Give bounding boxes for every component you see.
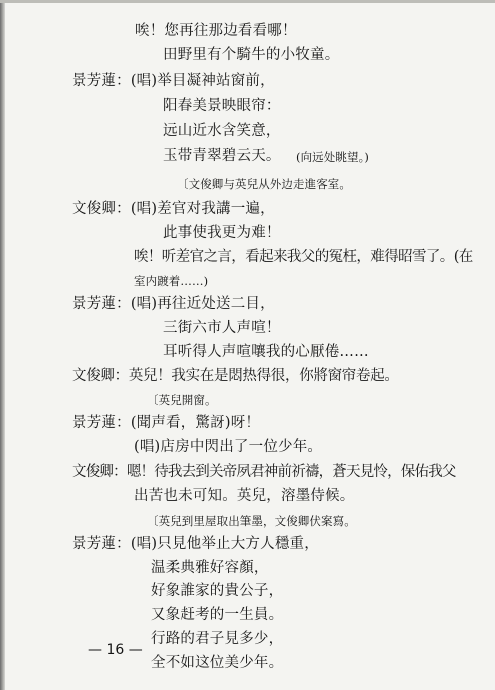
dialogue-line: 远山近水含笑意， <box>163 123 281 139</box>
dialogue-line: (唱)店房中閃出了一位少年。 <box>134 439 323 455</box>
speaker-name: 文俊卿： <box>72 201 131 217</box>
dialogue-line: 文俊卿：英兒！我实在是悶热得很，你將窗帘卷起。 <box>72 368 399 384</box>
dialogue-line: 此事使我更为难！ <box>163 225 281 241</box>
speaker-name: 文俊卿： <box>72 464 127 480</box>
dialogue-line: 景芳蓮：(唱)举目凝神站窗前， <box>72 73 275 89</box>
page-top-edge <box>0 0 495 3</box>
dialogue-line: 景芳蓮：(唱)再往近处送二目， <box>72 296 275 312</box>
dialogue-line: 好象誰家的貴公子， <box>151 583 284 599</box>
dialogue-line: 行路的君子見多少， <box>151 631 284 647</box>
dialogue-line: 田野里有个騎牛的小牧童。 <box>163 47 340 63</box>
speaker-name: 文俊卿： <box>72 368 129 384</box>
page-edge-shadow <box>0 0 5 690</box>
stage-direction: 〔英兒到里屋取出筆墨，文俊卿伏案寫。 <box>147 514 356 528</box>
page-number: — 16 — <box>88 642 143 658</box>
speaker-name: 景芳蓮： <box>72 536 131 552</box>
dialogue-line: 景芳蓮：(唱)只見他举止大方人穩重， <box>72 536 319 552</box>
dialogue-line: 又象赶考的一生員。 <box>151 607 284 623</box>
dialogue-line: 唉！您再往那边看看哪！ <box>135 23 297 39</box>
dialogue-line: 全不如这位美少年。 <box>151 655 284 671</box>
dialogue-line: 耳听得人声喧嚷我的心厭倦…… <box>163 344 369 360</box>
stage-direction: (向远处眺望。) <box>296 150 370 164</box>
dialogue-line: 三街六市人声喧！ <box>163 320 281 336</box>
dialogue-line: 玉带青翠碧云天。 <box>163 148 281 164</box>
speaker-name: 景芳蓮： <box>72 73 131 89</box>
dialogue-line: 唉！听差官之言，看起来我父的冤枉，难得昭雪了。(在 <box>134 249 473 265</box>
dialogue-line: 阳春美景映眼帘： <box>163 98 281 114</box>
dialogue-line: 出苦也未可知。英兒，溶墨侍候。 <box>134 488 355 504</box>
stage-direction: 〔英兒開窗。 <box>147 393 217 407</box>
dialogue-line: 文俊卿：(唱)差官对我講一遍， <box>72 201 275 217</box>
dialogue-line: 景芳蓮：(聞声看，驚訝)呀！ <box>72 415 261 431</box>
dialogue-line: 文俊卿：嗯！待我去到关帝夙君神前祈禱，蒼天見怜，保佑我父 <box>72 464 456 480</box>
stage-direction: 室内踱着……) <box>134 274 209 288</box>
dialogue-line: 温柔典雅好容顏， <box>151 560 269 576</box>
speaker-name: 景芳蓮： <box>72 296 131 312</box>
speaker-name: 景芳蓮： <box>72 415 131 431</box>
stage-direction: 〔文俊卿与英兒从外边走進客室。 <box>177 177 351 191</box>
